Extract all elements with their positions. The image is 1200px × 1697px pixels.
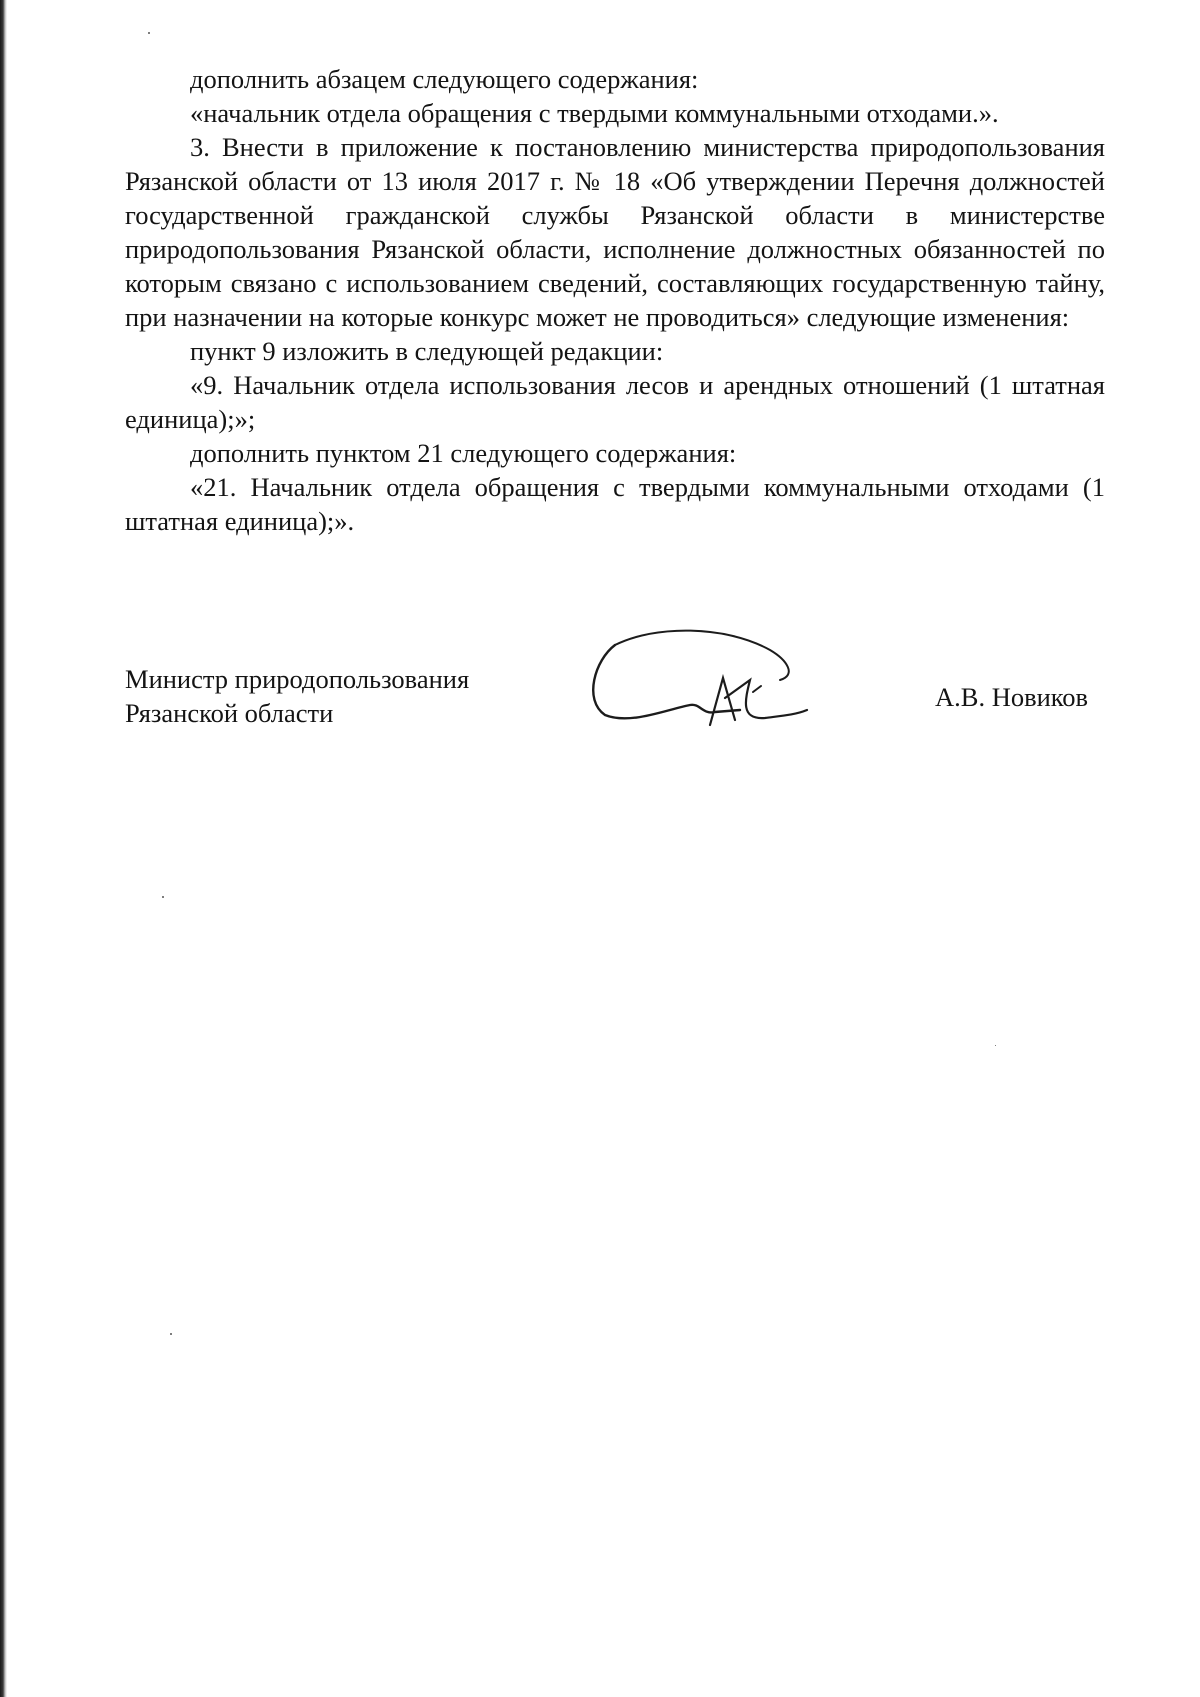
scan-speck [995, 1045, 996, 1046]
scan-speck [162, 896, 164, 898]
paragraph-item-9-instruction: пункт 9 изложить в следующей редакции: [190, 336, 664, 366]
scan-speck [148, 32, 150, 34]
paragraph-item-21-text: «21. Начальник отдела обращения с твердыми коммунальными отходами (1 штатная единица);». [125, 472, 1105, 536]
paragraph-item-21-instruction: дополнить пунктом 21 следующего содержания: [190, 438, 737, 468]
paragraph-quote-head-tko: «начальник отдела обращения с твердыми коммунальными отходами.». [190, 98, 999, 128]
signer-position-line-1: Министр природопользования [125, 664, 470, 694]
handwritten-signature [575, 620, 815, 740]
signer-position-line-2: Рязанской области [125, 698, 334, 728]
document-body [125, 62, 1105, 538]
paragraph-add-subparagraph: дополнить абзацем следующего содержания: [190, 64, 699, 94]
paragraph-item-9-text: «9. Начальник отдела использования лесов и арендных отношений (1 штатная единица);»; [125, 370, 1105, 434]
scan-speck [170, 1333, 172, 1335]
paragraph-item-3: 3. Внести в приложение к постановлению министерства природопользования Рязанской области от 13 июля 2017 г. № 18 «Об утверждении Перечня должностей государственной гражданской службы Рязанской области в министерстве природопользования Рязанской области, исполнение должностных обязанностей по которым связано с использованием сведений, составляющих государственную тайну, при назначении на которые конкурс может не проводиться» следующие изменения: [125, 132, 1105, 332]
scan-edge-shadow [0, 0, 7, 1697]
signer-name: А.В. Новиков [935, 682, 1089, 712]
signer-position [125, 662, 469, 730]
